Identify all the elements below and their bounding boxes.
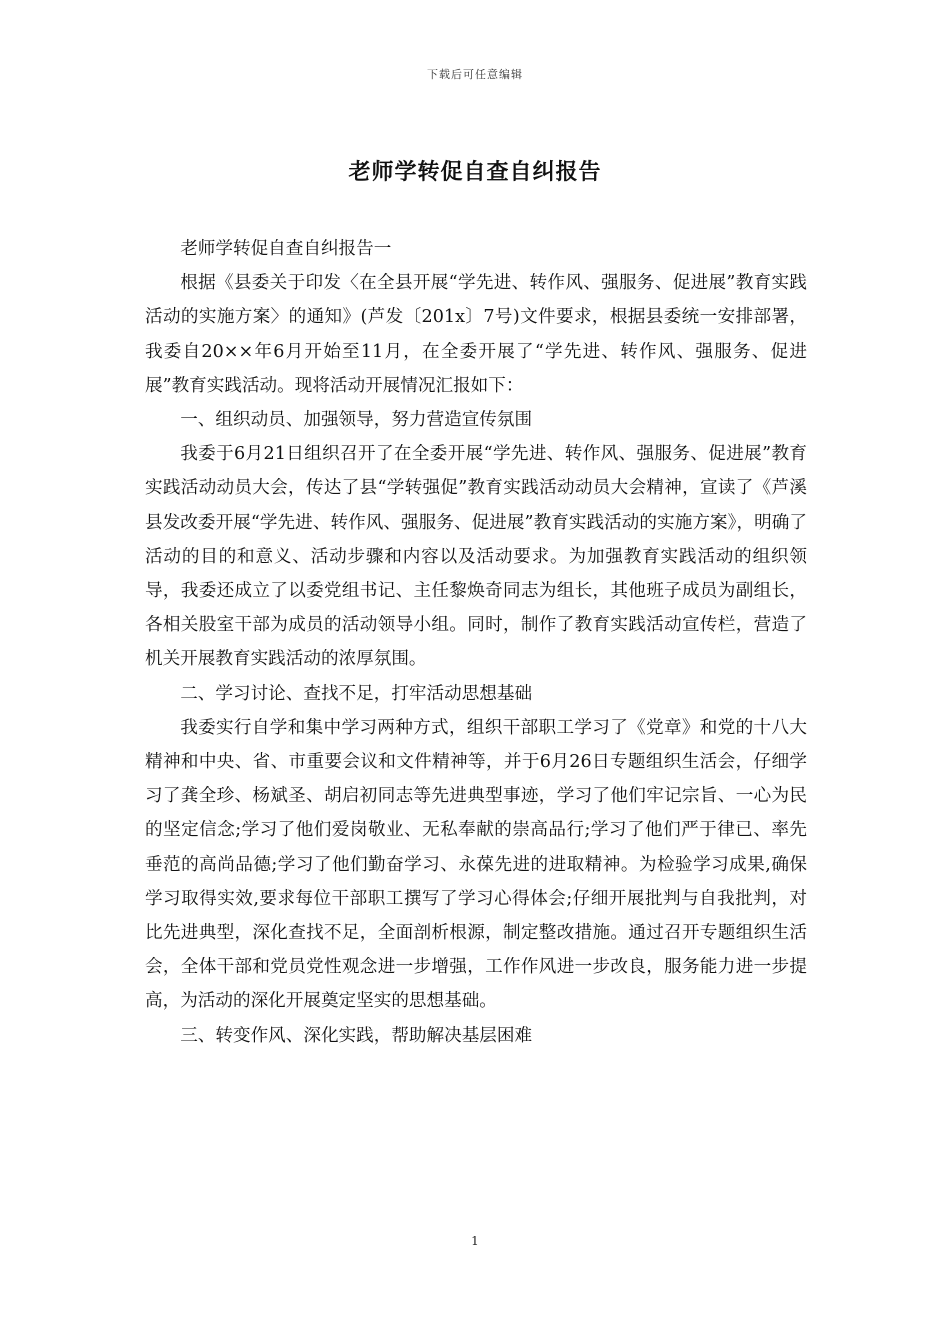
- paragraph-section-1: 我委于6月21日组织召开了在全委开展“学先进、转作风、强服务、促进展”教育实践活动动员大会，传达了县“学转强促”教育实践活动动员大会精神，宣读了《芦溪县发改委开展“学先进、转作风、强服务、促进展”教育实践活动的实施方案》，明确了活动的目的和意义、活动步骤和内容以及活动要求。为加强教育实践活动的组织领导，我委还成立了以委党组书记、主任黎焕奇同志为组长，其他班子成员为副组长，各相关股室干部为成员的活动领导小组。同时，制作了教育实践活动宣传栏，营造了机关开展教育实践活动的浓厚氛围。: [145, 444, 807, 670]
- document-title: 老师学转促自查自纠报告: [348, 159, 602, 185]
- page-number: 1: [471, 1234, 479, 1248]
- paragraph-intro: 根据《县委关于印发〈在全县开展“学先进、转作风、强服务、促进展”教育实践活动的实施方案〉的通知》(芦发〔201x〕7号)文件要求，根据县委统一安排部署，我委自20××年6月开始至11月，在全委开展了“学先进、转作风、强服务、促进展”教育实践活动。现将活动开展情况汇报如下：: [145, 273, 807, 396]
- header-note: 下载后可任意编辑: [427, 68, 523, 81]
- paragraph-section-2: 我委实行自学和集中学习两种方式，组织干部职工学习了《党章》和党的十八大精神和中央、省、市重要会议和文件精神等，并于6月26日专题组织生活会，仔细学习了龚全珍、杨斌圣、胡启初同志等先进典型事迹，学习了他们牢记宗旨、一心为民的坚定信念;学习了他们爱岗敬业、无私奉献的崇高品行;学习了他们严于律已、率先垂范的高尚品德;学习了他们勤奋学习、永葆先进的进取精神。为检验学习成果,确保学习取得实效,要求每位干部职工撰写了学习心得体会;仔细开展批判与自我批判，对比先进典型，深化查找不足，全面剖析根源，制定整改措施。通过召开专题组织生活会，全体干部和党员党性观念进一步增强，工作作风进一步改良，服务能力进一步提高，为活动的深化开展奠定坚实的思想基础。: [145, 717, 807, 1012]
- section-heading-3: 三、转变作风、深化实践，帮助解决基层困难: [180, 1025, 533, 1046]
- section-heading-1: 一、组织动员、加强领导，努力营造宣传氛围: [180, 410, 533, 431]
- report-subtitle: 老师学转促自查自纠报告一: [180, 239, 392, 259]
- document-body: [145, 232, 807, 1053]
- section-heading-2: 二、学习讨论、查找不足，打牢活动思想基础: [180, 683, 533, 704]
